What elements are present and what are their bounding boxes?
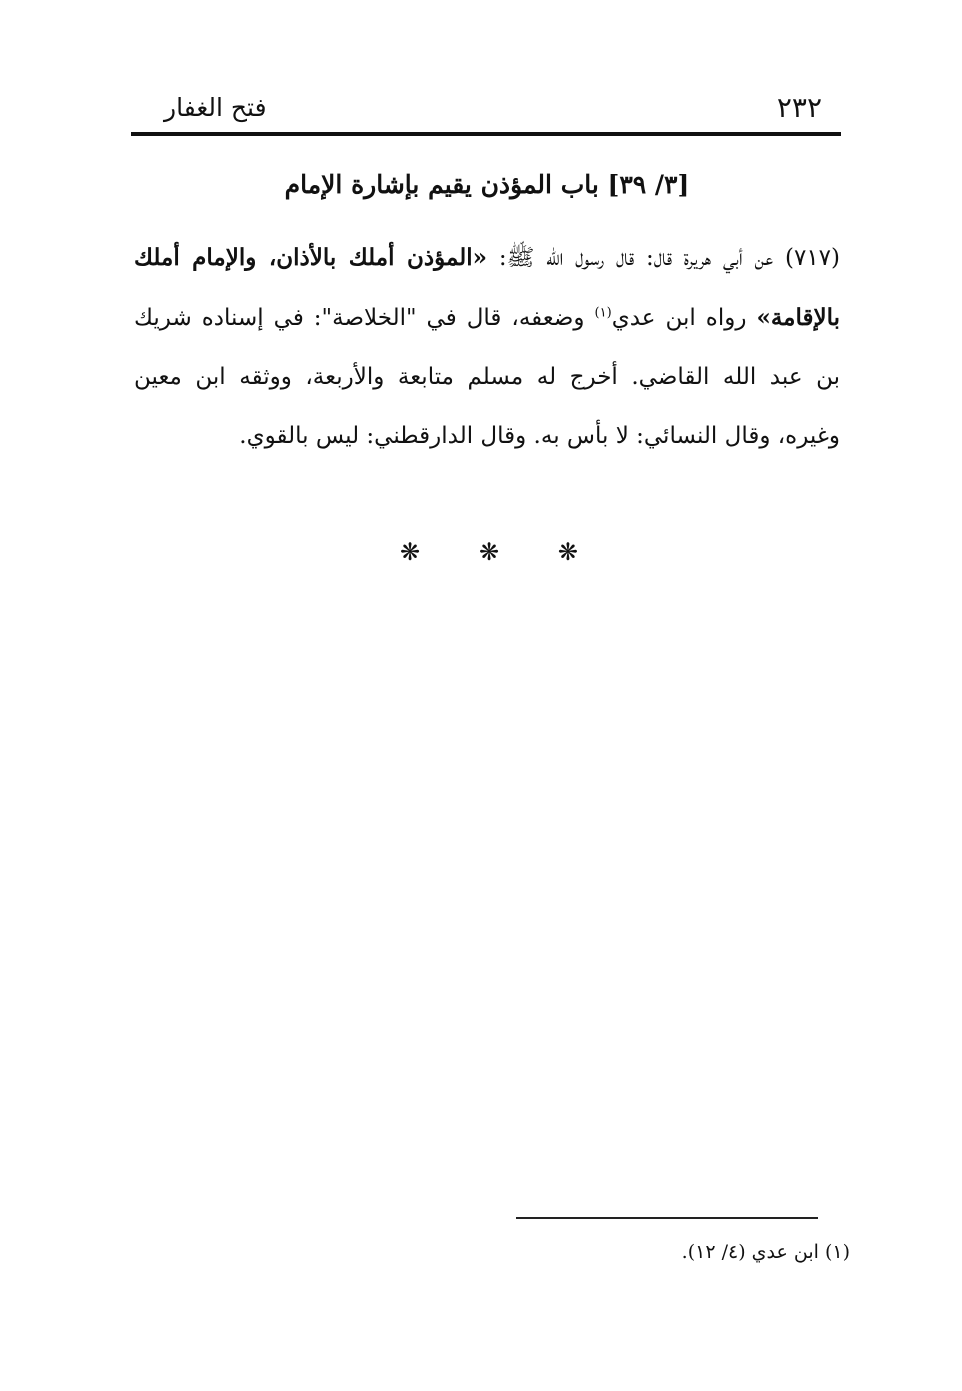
star-icon: ❋ <box>478 538 500 566</box>
footnote-rule <box>516 1217 818 1219</box>
hadith-quote: المؤذن أملك بالأذان، والإمام أملك بالإقامة <box>134 244 840 331</box>
hadith-paragraph <box>134 228 840 466</box>
footnote: (١) ابن عدي (٤/ ١٢). <box>681 1241 850 1263</box>
star-icon: ❋ <box>557 538 578 566</box>
quote-close: » <box>756 304 771 331</box>
footnote-reference[interactable]: (١) <box>594 305 612 321</box>
page-number: ٢٣٢ <box>776 91 822 124</box>
chapter-heading: [٣/ ٣٩] باب المؤذن يقيم بإشارة الإمام <box>284 170 690 199</box>
header-rule <box>131 132 841 136</box>
hadith-commentary: وضعفه، قال في "الخلاصة": في إسناده شريك بن عبد الله القاضي. أخرج له مسلم متابعة والأربعة، ووثقه ابن معين وغيره، وقال النسائي: لا بأس به. وقال الدارقطني: ليس بالقوي. <box>134 305 840 449</box>
section-break <box>400 532 578 572</box>
quote-open: « <box>472 244 488 271</box>
hadith-lead: (٧١٧) عن أبي هريرة قال: قال رسول الله ﷺ: <box>487 245 841 271</box>
star-icon: ❋ <box>400 538 421 566</box>
book-title: فتح الغفار <box>164 93 267 122</box>
running-header <box>134 88 840 128</box>
hadith-source: رواه ابن عدي <box>611 305 757 331</box>
